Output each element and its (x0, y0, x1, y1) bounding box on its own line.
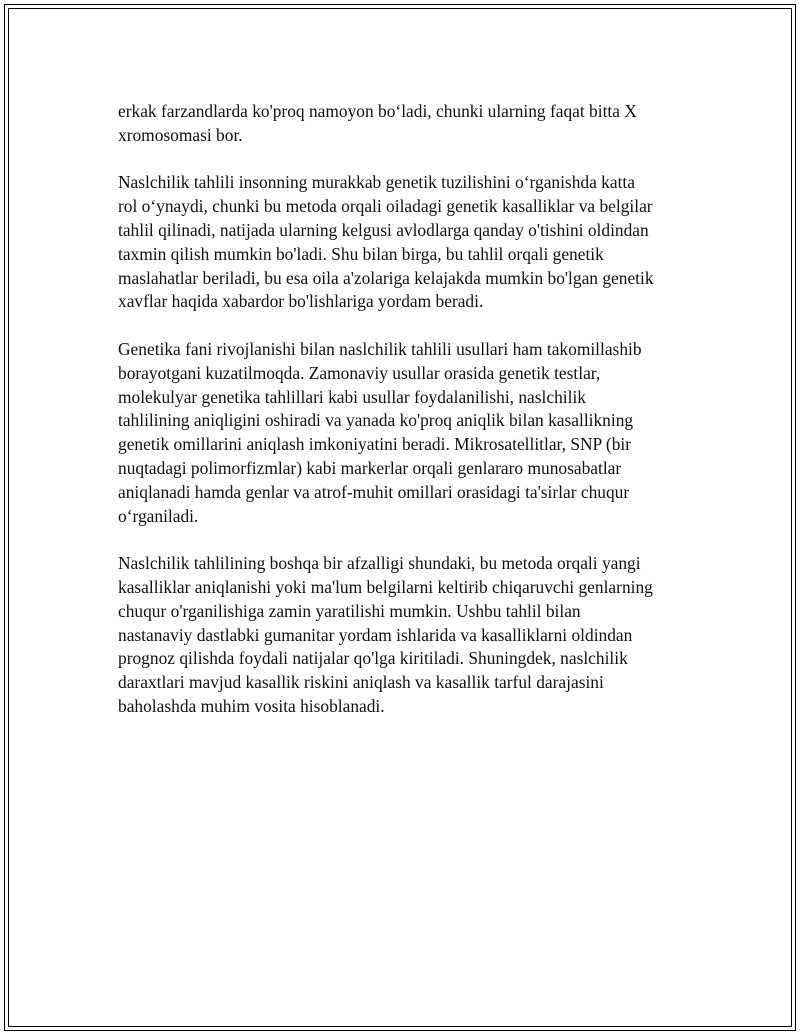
paragraph-2 (118, 171, 693, 314)
text-line: borayotgani kuzatilmoqda. Zamonaviy usullar orasida genetik testlar, (118, 362, 601, 383)
text-line: erkak farzandlarda ko'proq namoyon bo‘ladi, chunki ularning faqat bitta X (118, 101, 637, 121)
paragraph-1 (118, 100, 693, 148)
text-line: daraxtlari mavjud kasallik riskini aniqlash va kasallik tarful darajasini (118, 672, 604, 693)
text-line: tahlilining aniqligini oshiradi va yanada ko'proq aniqlik bilan kasallikning (118, 410, 634, 431)
text-line: tahlil qilinadi, natijada ularning kelgusi avlodlarga qanday o'tishini oldindan (118, 219, 649, 240)
paragraph-4 (118, 552, 693, 719)
text-line: Genetika fani rivojlanishi bilan naslchilik tahlili usullari ham takomillashib (118, 338, 642, 359)
text-line: o‘rganiladi. (118, 505, 199, 526)
text-line: Naslchilik tahlilining boshqa bir afzalligi shundaki, bu metoda orqali yangi (118, 553, 641, 574)
text-line: chuqur o'rganilishiga zamin yaratilishi mumkin. Ushbu tahlil bilan (118, 600, 581, 621)
text-line: xromosomasi bor. (118, 124, 243, 145)
page-border (4, 4, 796, 1031)
text-line: genetik omillarini aniqlash imkoniyatini beradi. Mikrosatellitlar, SNP (bir (118, 434, 632, 455)
text-line: baholashda muhim vosita hisoblanadi. (118, 695, 385, 716)
text-line: kasalliklar aniqlanishi yoki ma'lum belgilarni keltirib chiqaruvchi genlarning (118, 576, 653, 597)
text-line: aniqlanadi hamda genlar va atrof-muhit omillari orasidagi ta'sirlar chuqur (118, 481, 630, 502)
text-line: Naslchilik tahlili insonning murakkab genetik tuzilishini o‘rganishda katta (118, 172, 635, 193)
text-line: xavflar haqida xabardor bo'lishlariga yordam beradi. (118, 291, 484, 312)
text-line: nastanaviy dastlabki gumanitar yordam ishlarida va kasalliklarni oldindan (118, 624, 633, 645)
text-line: molekulyar genetika tahlillari kabi usullar foydalanilishi, naslchilik (118, 386, 586, 407)
document-body (118, 100, 693, 743)
paragraph-3 (118, 338, 693, 528)
text-line: taxmin qilish mumkin bo'ladi. Shu bilan birga, bu tahlil orqali genetik (118, 243, 604, 264)
text-line: maslahatlar beriladi, bu esa oila a'zolariga kelajakda mumkin bo'lgan genetik (118, 267, 654, 288)
text-line: rol o‘ynaydi, chunki bu metoda orqali oiladagi genetik kasalliklar va belgilar (118, 196, 653, 217)
text-line: prognoz qilishda foydali natijalar qo'lga kiritiladi. Shuningdek, naslchilik (118, 648, 628, 669)
text-line: nuqtadagi polimorfizmlar) kabi markerlar orqali genlararo munosabatlar (118, 457, 622, 478)
